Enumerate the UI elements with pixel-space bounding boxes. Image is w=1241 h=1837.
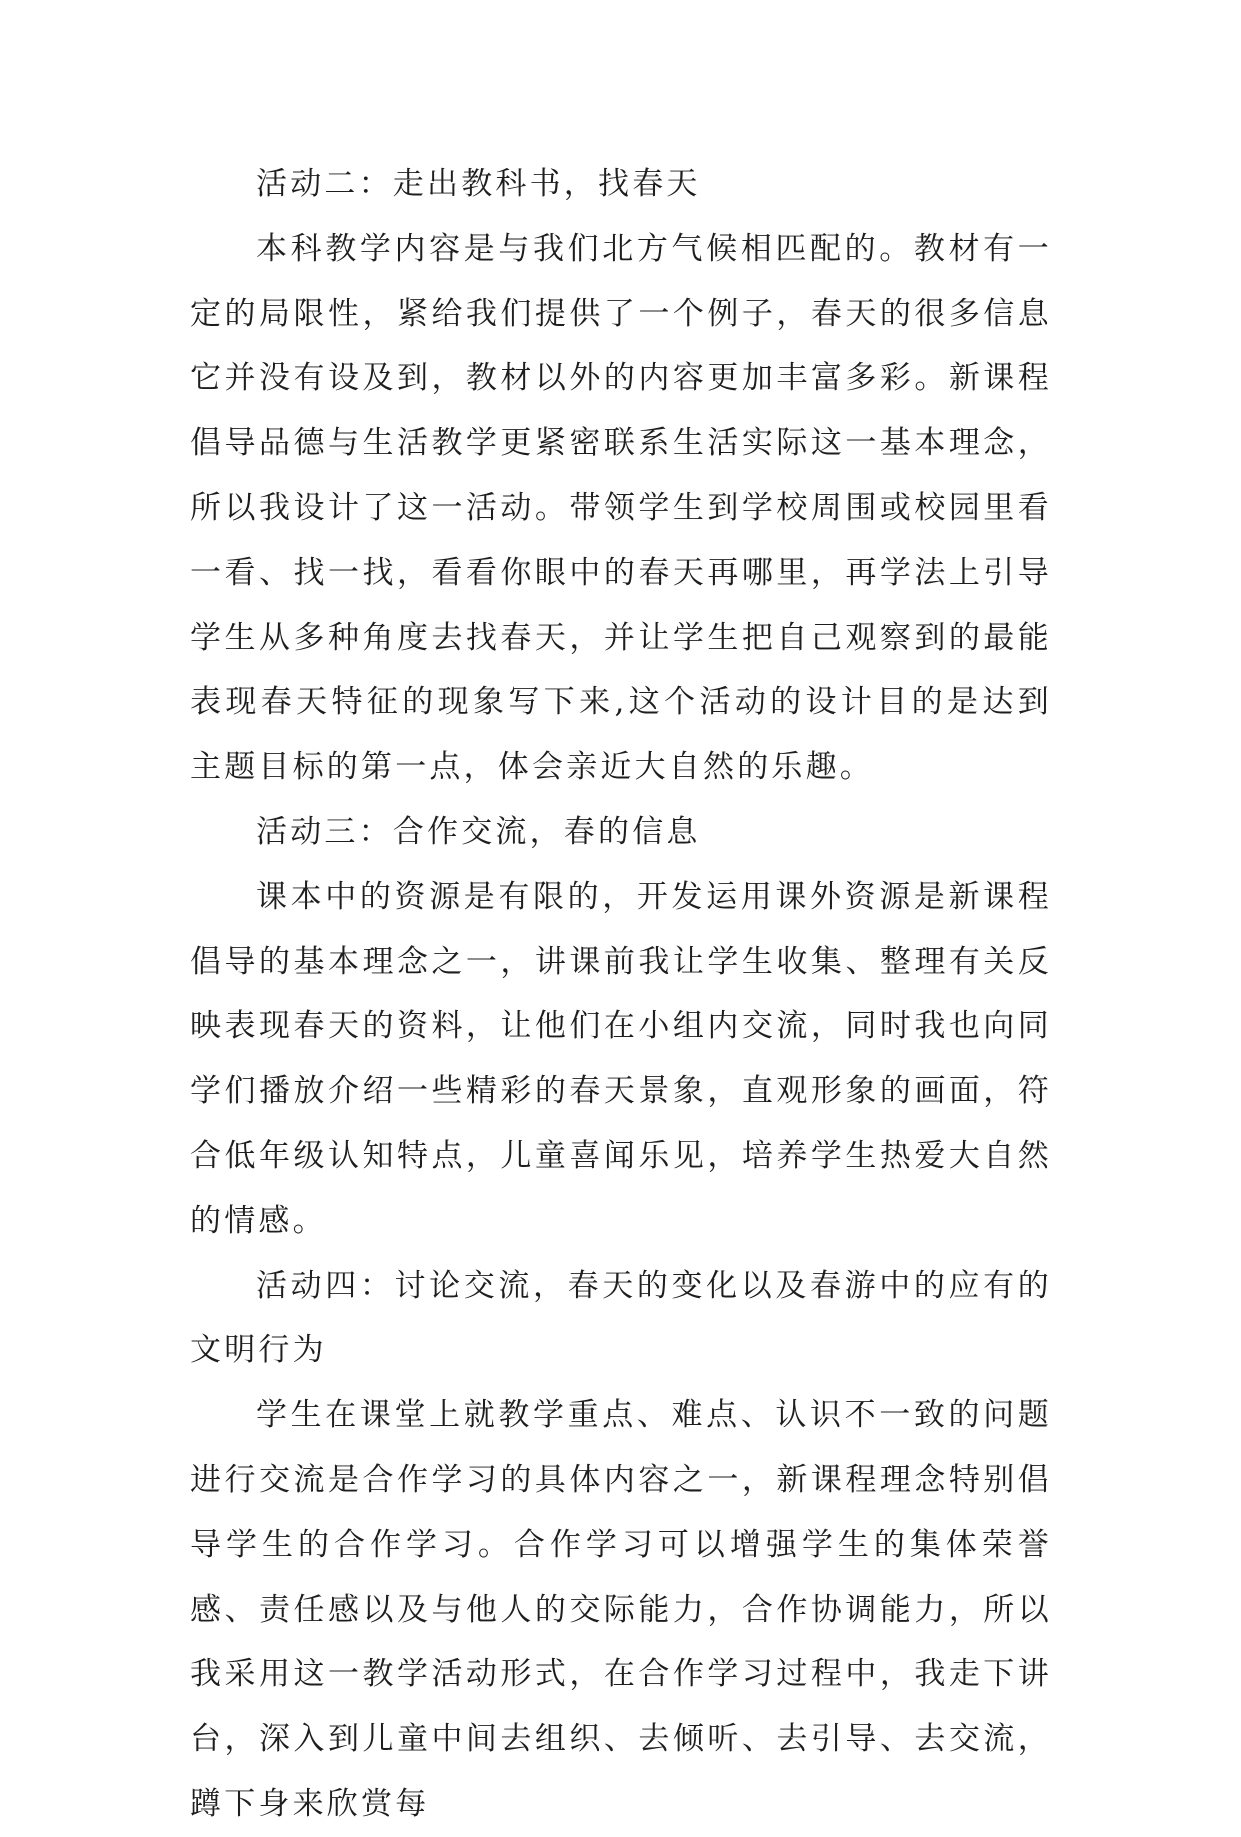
heading-activity-two: 活动二：走出教科书，找春天 <box>256 166 701 202</box>
heading-activity-four: 活动四：讨论交流，春天的变化以及春游中的应有的文明行为 <box>190 1267 1052 1369</box>
paragraph-activity-three-body: 课本中的资源是有限的，开发运用课外资源是新课程倡导的基本理念之一，讲课前我让学生收集、整理有关反映表现春天的资料，让他们在小组内交流，同时我也向同学们播放介绍一些精彩的春天景象，直观形象的画面，符合低年级认知特点，儿童喜闻乐见，培养学生热爱大自然的情感。 <box>190 878 1052 1239</box>
heading-activity-three: 活动三：合作交流，春的信息 <box>256 813 701 850</box>
paragraph-activity-two-body: 本科教学内容是与我们北方气候相匹配的。教材有一定的局限性，紧给我们提供了一个例子，春天的很多信息它并没有设及到，教材以外的内容更加丰富多彩。新课程倡导品德与生活教学更紧密联系生活实际这一基本理念，所以我设计了这一活动。带领学生到学校周围或校园里看一看、找一找，看看你眼中的春天再哪里，再学法上引导学生从多种角度去找春天，并让学生把自己观察到的最能表现春天特征的现象写下来,这个活动的设计目的是达到主题目标的第一点，体会亲近大自然的乐趣。 <box>190 230 1052 786</box>
paragraph-activity-four-body: 学生在课堂上就教学重点、难点、认识不一致的问题进行交流是合作学习的具体内容之一，新课程理念特别倡导学生的合作学习。合作学习可以增强学生的集体荣誉感、责任感以及与他人的交际能力，合作协调能力，所以我采用这一教学活动形式，在合作学习过程中，我走下讲台，深入到儿童中间去组织、去倾听、去引导、去交流，蹲下身来欣赏每 <box>190 1397 1052 1822</box>
document-body <box>190 152 1052 1837</box>
